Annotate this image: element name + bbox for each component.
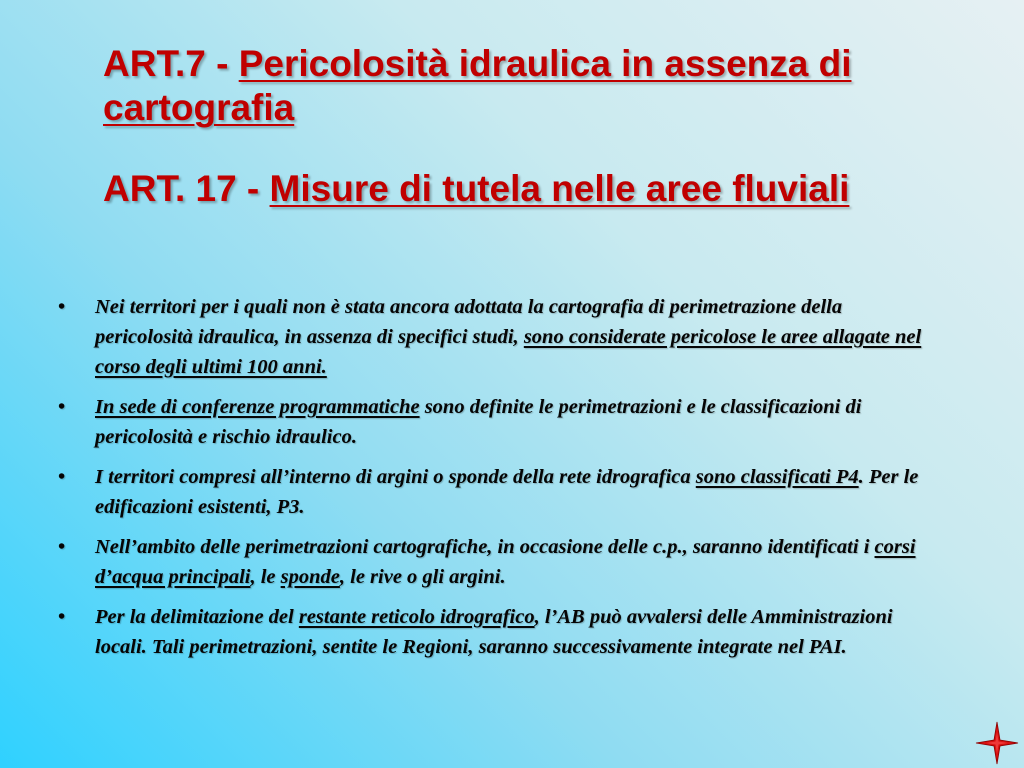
title-art7-heading: Pericolosità idraulica in assenza di cartografia bbox=[103, 43, 852, 128]
compass-star-icon[interactable] bbox=[974, 720, 1020, 766]
title-art17 bbox=[103, 167, 963, 211]
bullet-item bbox=[58, 532, 938, 592]
bullet-underlined-text: corsi d’acqua principali bbox=[95, 536, 916, 588]
bullet-item bbox=[58, 292, 938, 382]
bullet-marker: • bbox=[58, 606, 66, 628]
bullet-marker: • bbox=[58, 296, 66, 318]
bullet-text: Nell’ambito delle perimetrazioni cartografiche, in occasione delle c.p., saranno identificati i bbox=[95, 536, 875, 558]
bullet-text: Per la delimitazione del bbox=[95, 606, 299, 628]
title-art7-prefix: ART.7 - bbox=[103, 43, 239, 84]
title-art17-prefix: ART. 17 - bbox=[103, 168, 270, 209]
bullet-text: sono definite le perimetrazioni e le classificazioni di pericolosità e rischio idraulico. bbox=[95, 396, 862, 448]
bullet-text: I territori compresi all’interno di argini o sponde della rete idrografica bbox=[95, 466, 696, 488]
bullet-text: , le rive o gli argini. bbox=[339, 566, 506, 588]
bullet-text: Nei territori per i quali non è stata ancora adottata la cartografia di perimetrazione della pericolosità idraulica, in assenza di specifici studi, bbox=[95, 296, 843, 348]
bullet-underlined-text: sponde bbox=[280, 566, 340, 588]
bullet-text: , l’AB può avvalersi delle Amministrazioni locali. Tali perimetrazioni, sentite le Regioni, saranno successivamente integrate nel PAI. bbox=[95, 606, 893, 658]
bullet-text: , le bbox=[250, 566, 281, 588]
bullet-item bbox=[58, 392, 938, 452]
bullet-marker: • bbox=[58, 536, 66, 558]
bullet-item bbox=[58, 602, 938, 662]
title-art17-heading: Misure di tutela nelle aree fluviali bbox=[269, 168, 850, 209]
bullet-marker: • bbox=[58, 466, 66, 488]
bullet-underlined-text: sono considerate pericolose le aree allagate nel corso degli ultimi 100 anni. bbox=[95, 326, 922, 378]
bullet-underlined-text: In sede di conferenze programmatiche bbox=[95, 396, 420, 418]
bullet-text: . Per le edificazioni esistenti, P3. bbox=[95, 466, 919, 518]
bullet-marker: • bbox=[58, 396, 66, 418]
bullet-item bbox=[58, 462, 938, 522]
title-art7 bbox=[103, 42, 963, 130]
bullet-underlined-text: sono classificati P4 bbox=[695, 466, 859, 488]
bullet-underlined-text: restante reticolo idrografico bbox=[298, 606, 535, 628]
bullet-list bbox=[58, 292, 938, 672]
